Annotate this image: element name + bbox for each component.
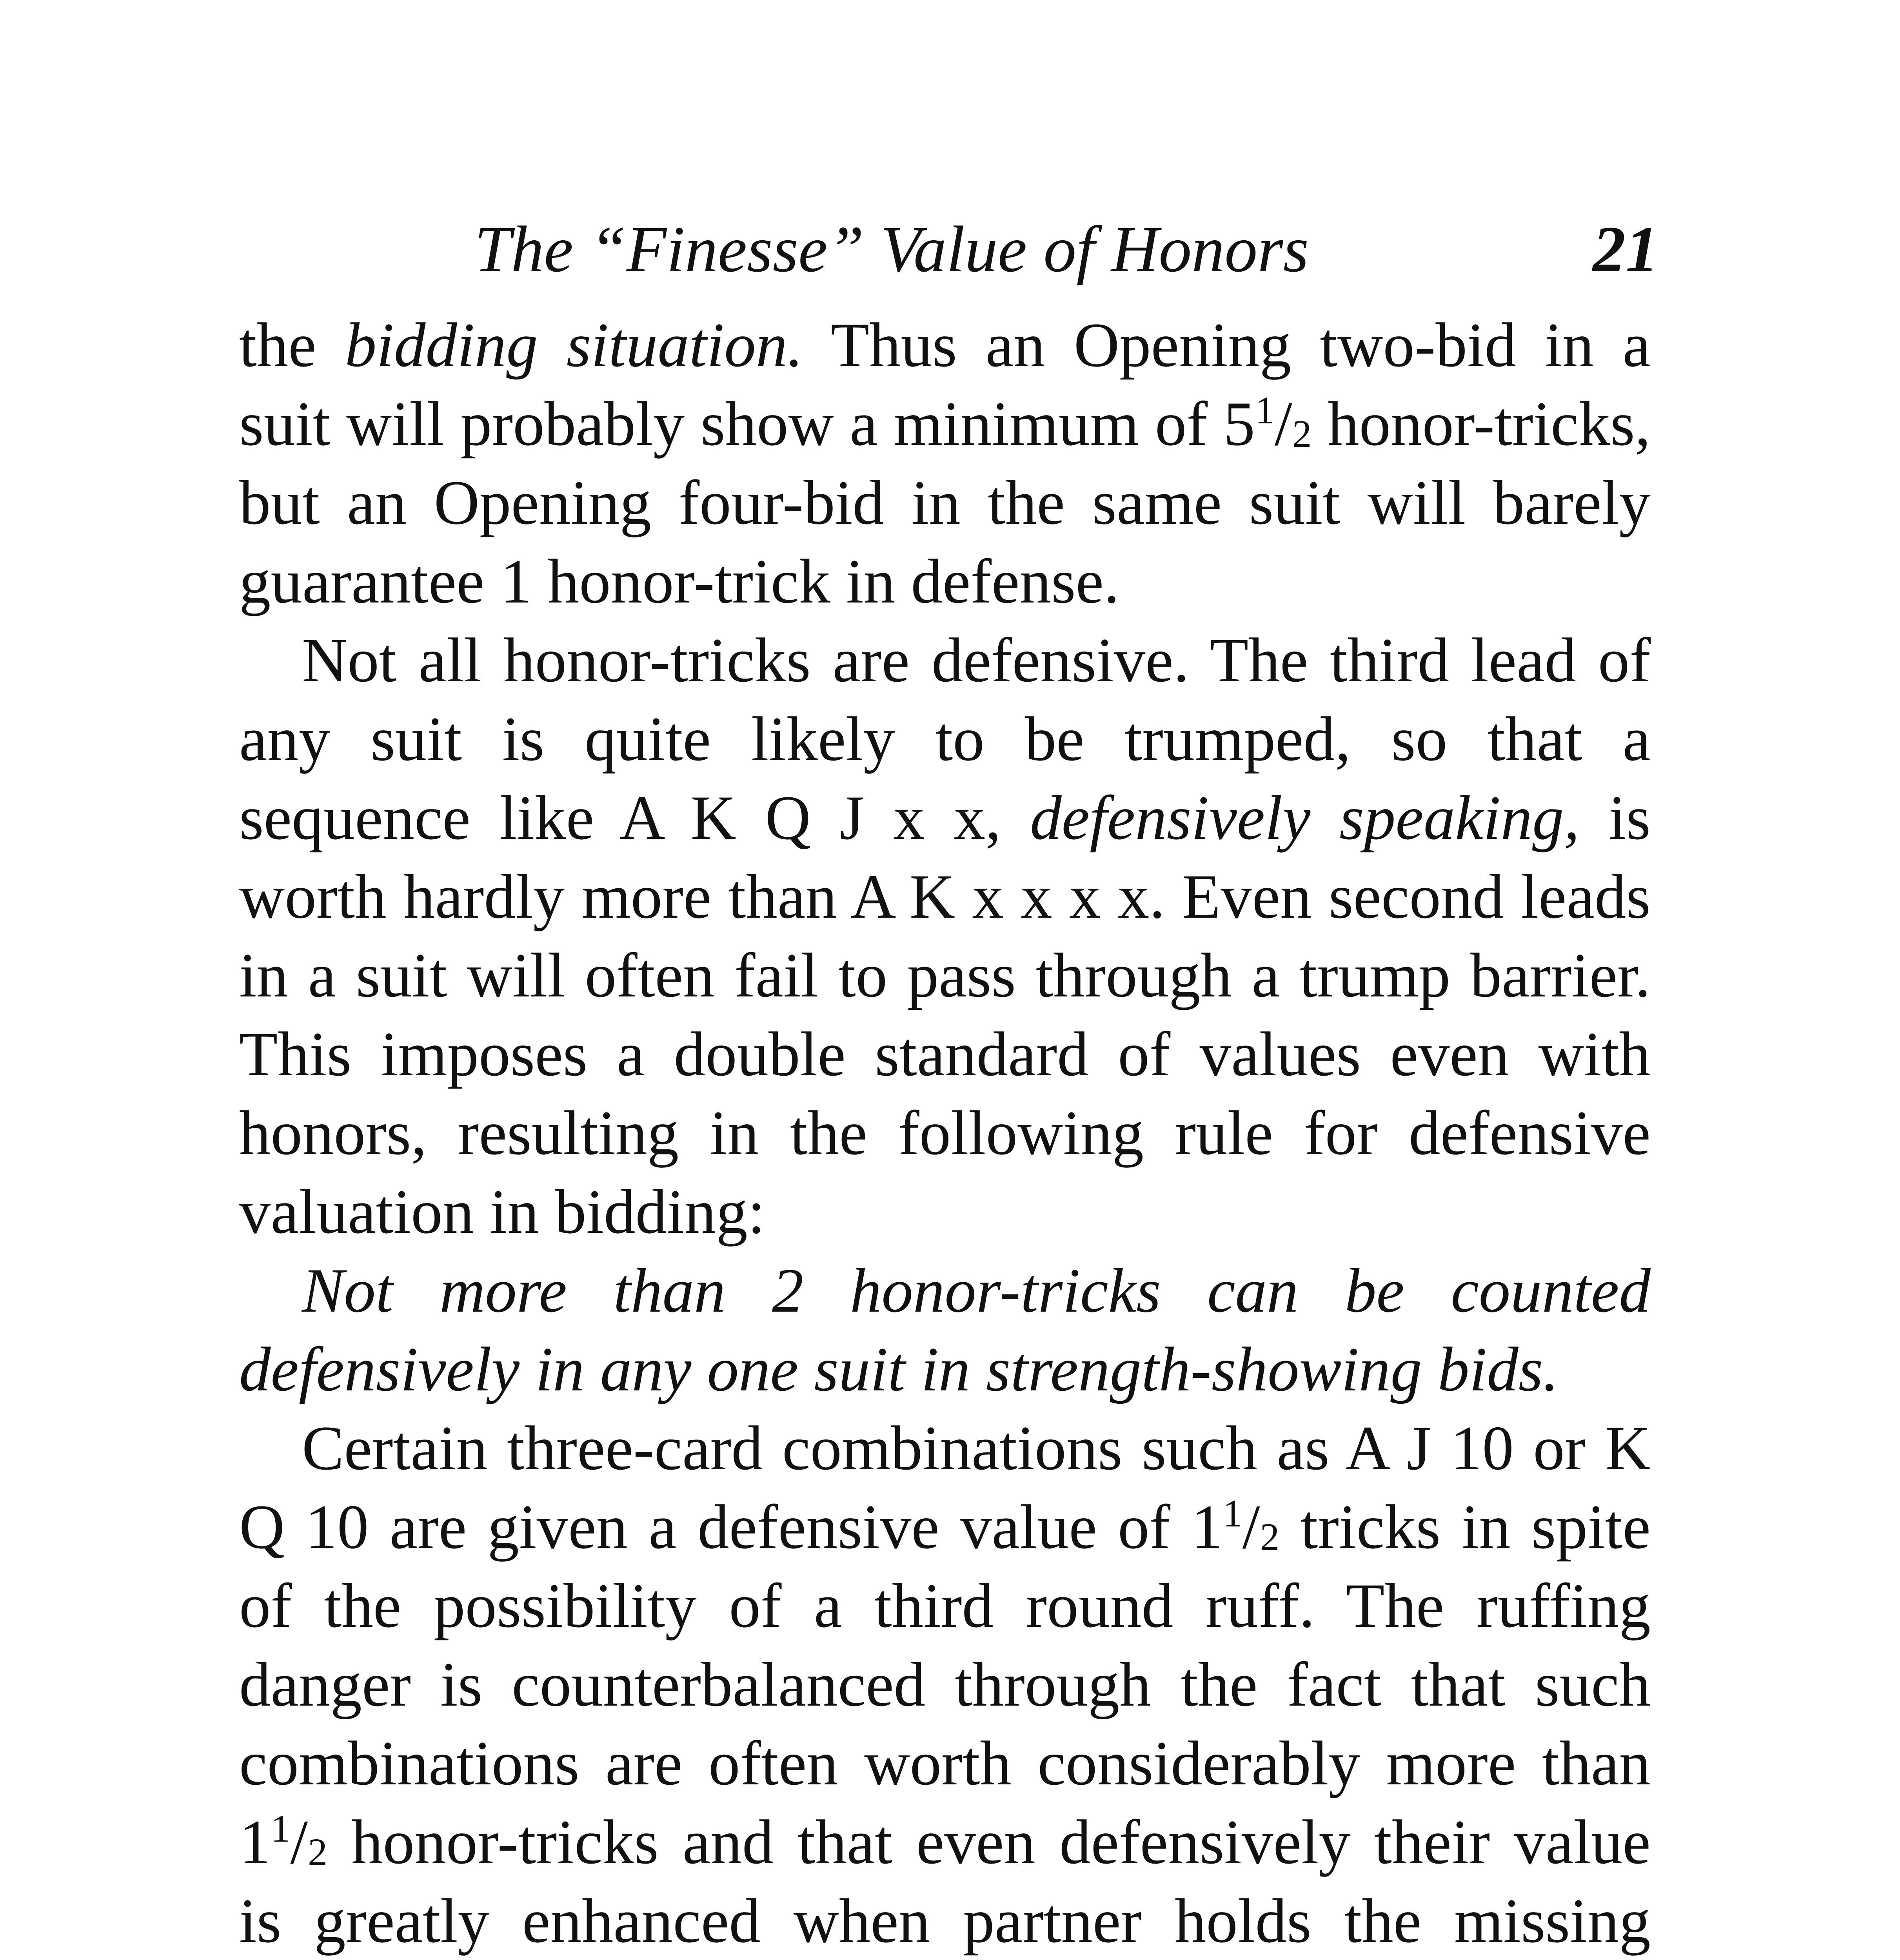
fraction-slash: / [1242, 1492, 1260, 1562]
running-head [239, 212, 1658, 290]
text-run: the [239, 310, 345, 380]
fraction-numerator: 1 [1255, 388, 1275, 432]
text-run: Certain three-card combinations such as A J 10 or K Q 10 are given a defensive value of 1 [239, 1413, 1651, 1562]
text-run: tricks in spite of the possibility of a third round ruff. The ruffing danger is counterbalanced through the fact that such combinations are often worth considerably more than 1 [239, 1492, 1651, 1877]
running-title: The “Finesse” Value of Honors [474, 213, 1309, 286]
text-run: Thus an Opening two-bid in a suit will probably show a minimum of 5 [239, 310, 1651, 459]
italic-run: bidding situation. [345, 310, 803, 380]
text-run: Not all honor-tricks are defensive. The third lead of any suit is quite likely to be trumped, so that a sequence like A K Q J x x, [239, 625, 1651, 853]
fraction-slash: / [1274, 389, 1292, 459]
text-run: honor-tricks, but an Opening four-bid in the same suit will barely guarantee 1 honor-trick in defense. [239, 389, 1651, 616]
page-number: 21 [1593, 213, 1658, 286]
text-run: honor-tricks and that even defensively their value is greatly enhanced when partner holds the missing [239, 1807, 1651, 1956]
body-text [239, 306, 1651, 1960]
paragraph-2 [239, 621, 1651, 1251]
fraction-denominator: 2 [1292, 412, 1312, 456]
paragraph-3 [239, 1409, 1651, 1960]
fraction-numerator: 1 [271, 1807, 291, 1851]
fraction-denominator: 2 [308, 1830, 328, 1874]
fraction-numerator: 1 [1222, 1492, 1242, 1535]
italic-run: defensively speaking, [1030, 783, 1580, 853]
text-run: is worth hardly more than A K x x x x. Even second leads in a suit will often fail to pass through a trump barrier. This imposes a double standard of values even with honors, resulting in the following rule for defensive valuation in bidding: [239, 783, 1651, 1247]
paragraph-1 [239, 306, 1651, 621]
rule-statement: Not more than 2 honor-tricks can be counted defensively in any one suit in strength-showing bids. [239, 1256, 1651, 1404]
book-page [239, 212, 1658, 1960]
fraction-slash: / [290, 1807, 308, 1877]
fraction-denominator: 2 [1260, 1515, 1280, 1559]
